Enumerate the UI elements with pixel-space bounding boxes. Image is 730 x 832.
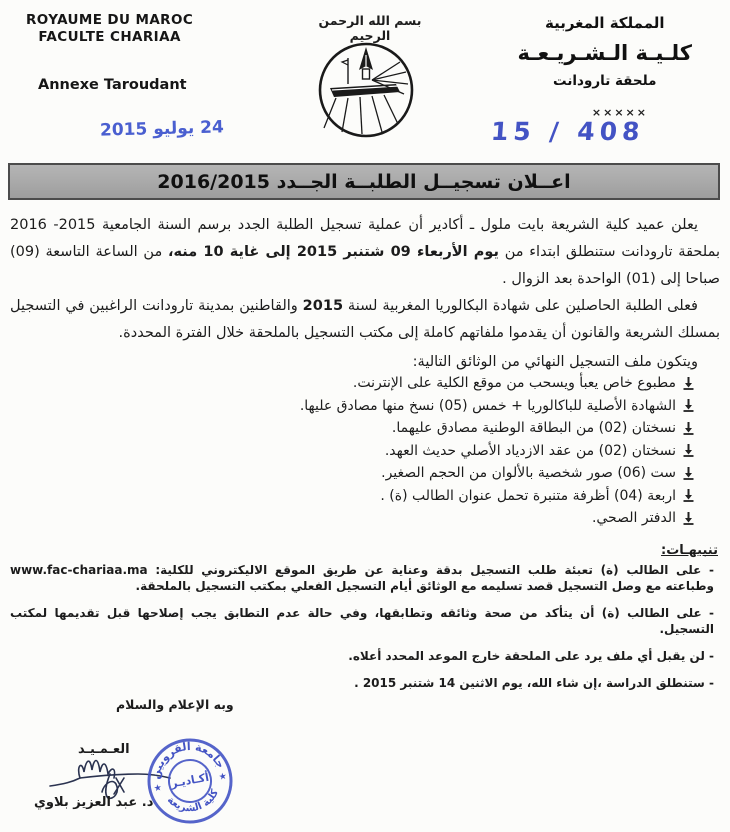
stamp-top-text: جامعة القرويين: [148, 739, 228, 781]
list-item: [10, 417, 694, 440]
note-item: - لن يقبل أي ملف يرد على الملحقة خارج الموعد المحدد أعلاه.: [348, 648, 714, 663]
list-item: [10, 507, 694, 530]
kingdom-title-fr: ROYAUME DU MAROC: [26, 12, 194, 28]
stamp-center-text: أكـاديـر: [169, 770, 210, 791]
document-item-text: الدفتر الصحي.: [591, 510, 676, 526]
arrow-down-bullet-icon: [683, 422, 694, 435]
notes-section: [10, 543, 720, 691]
arrow-down-bullet-icon: [683, 512, 694, 525]
arrow-down-bullet-icon: [683, 489, 694, 502]
p1-text: يعلن عميد كلية الشريعة بايت ملول ـ أكادير أن عملية تسجيل الطلبة الجدد برسم السنة الجامعية 2015- 2016 بملحقة تارودانت ستنطلق ابتداء من: [10, 217, 720, 260]
annexe-title-fr: Annexe Taroudant: [38, 77, 187, 93]
document-item-text: نسختان (02) من البطاقة الوطنية مصادق عليهما.: [391, 420, 676, 436]
date-stamp: 24 يوليو 2015: [99, 117, 225, 141]
stamp-star-left: ★: [153, 783, 163, 795]
arrow-down-bullet-icon: [683, 444, 694, 457]
closing-formula: وبه الإعلام والسلام: [116, 697, 234, 712]
header-french-block: [26, 12, 193, 46]
official-round-stamp: [139, 730, 241, 832]
p2-cont: والقاطنين بمدينة تارودانت الراغبين في التسجيل بمسلك الشريعة والقانون أن يقدموا ملفاتهم كاملة إلى مكتب التسجيل بالملحقة خلال الفترة المحددة.: [10, 298, 720, 341]
document-item-text: اربعة (04) أظرفة متنبرة تحمل عنوان الطالب (ة) .: [380, 487, 676, 504]
announcement-title: اعــلان تسجيــل الطلبــة الجــدد 2016/2015: [157, 170, 571, 193]
arrow-down-bullet-icon: [683, 467, 694, 480]
dean-name: د. عبد العزيز بلاوي: [34, 795, 154, 810]
paragraph-registration-period: [10, 212, 720, 293]
paragraph-eligibility: [10, 293, 720, 347]
list-item: [10, 462, 694, 485]
annexe-title-ar: ملحقة تارودانت: [553, 73, 657, 89]
p1-dates-bold: يوم الأربعاء 09 شتنبر 2015 إلى غاية 10 منه،: [167, 244, 499, 260]
faculty-title-ar: كلـيـة الـشـريـعـة: [517, 41, 692, 65]
list-item: [10, 440, 694, 463]
stars-separator: ×××××: [591, 106, 648, 119]
p2-text: فعلى الطلبة الحاصلين على شهادة البكالوريا المغربية لسنة: [343, 298, 698, 314]
documents-intro: ويتكون ملف التسجيل النهائي من الوثائق التالية:: [412, 354, 698, 370]
p2-year-bold: 2015: [302, 298, 344, 314]
header-arabic-block: [518, 14, 692, 89]
list-item: [10, 372, 694, 395]
list-item: [10, 395, 694, 418]
document-item-text: ست (06) صور شخصية بالألوان من الحجم الصغير.: [381, 465, 676, 481]
required-documents-list: [10, 372, 694, 530]
kingdom-title-ar: المملكة المغربية: [545, 14, 665, 32]
title-banner: [8, 163, 720, 200]
note-item: - على الطالب (ة) تعبئة طلب التسجيل بدقة وعناية عن طريق الموقع الاليكتروني للكلية: www.fac-chariaa.ma وطباعته مع وصل التسجيل قصد تسليمه مع الوثائق أيام التسجيل الفعلي بمكتب التسجيل بالملحقة.: [10, 562, 714, 593]
basmala-text: بسم الله الرحمن الرحيم: [318, 13, 422, 43]
p1-hours: من الساعة التاسعة (09) صباحا إلى (01) الواحدة بعد الزوال .: [10, 244, 720, 287]
arrow-down-bullet-icon: [683, 399, 694, 412]
document-item-text: نسختان (02) من عقد الازدياد الأصلي حديث العهد.: [384, 442, 676, 459]
list-item: [10, 485, 694, 508]
note-item: - على الطالب (ة) أن يتأكد من صحة وثائقه وتطابقها، وفي حالة عدم التطابق يجب إصلاحها قبل تقديمها لمكتب التسجيل.: [10, 605, 714, 636]
notes-title: تنبيهـات:: [661, 542, 718, 558]
document-body: [10, 212, 720, 702]
arrow-down-bullet-icon: [683, 377, 694, 390]
stamp-star-right: ★: [218, 771, 228, 783]
faculty-title-fr: FACULTE CHARIAA: [38, 29, 181, 45]
note-item: - ستنطلق الدراسة ،إن شاء الله، يوم الاثنين 14 شتنبر 2015 .: [354, 675, 714, 690]
faculty-emblem-icon: [316, 40, 416, 140]
document-item-text: الشهادة الأصلية للباكالوريا + خمس (05) نسخ منها مصادق عليها.: [299, 397, 676, 414]
stamp-bottom-text: كلية الشريعة: [164, 787, 222, 815]
document-item-text: مطبوع خاص يعبأ ويسحب من موقع الكلية على الإنترنت.: [352, 375, 676, 391]
dean-title: العـمـيـد: [78, 742, 130, 757]
reference-number-stamp: 15 / 408: [490, 117, 647, 146]
